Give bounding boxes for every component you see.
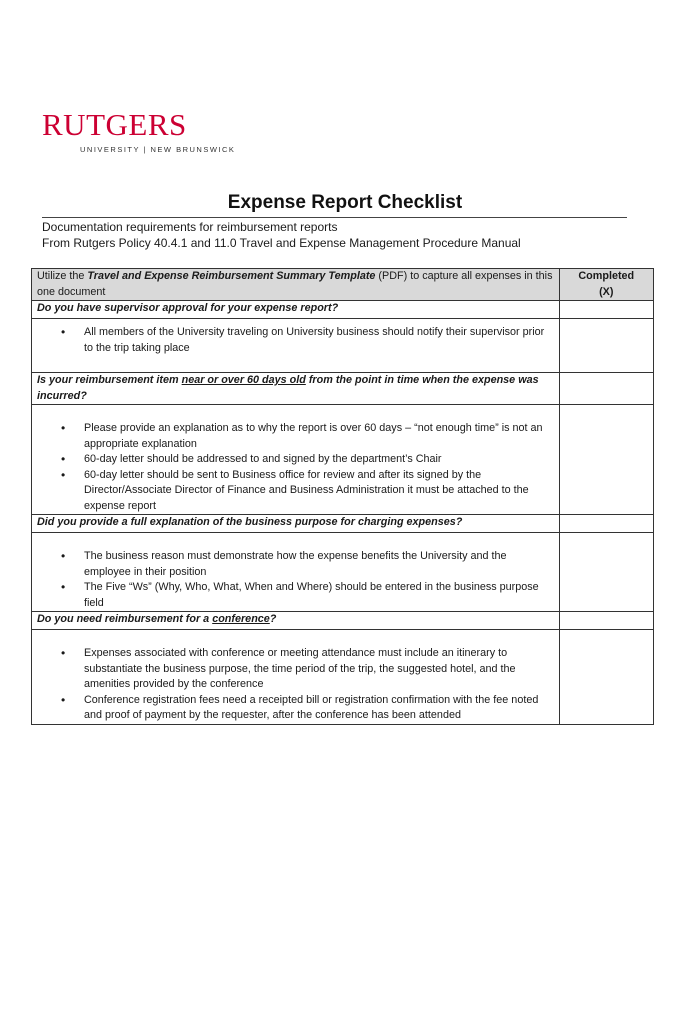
answer-cell [32, 319, 560, 373]
list-item: • The Five “Ws” (Why, Who, What, When and Where) should be entered in the business purpose field [84, 580, 554, 611]
answer-row [32, 405, 654, 515]
list-item: • All members of the University traveling on University business should notify their supervisor prior to the trip taking place [84, 325, 554, 356]
list-item: • The business reason must demonstrate how the expense benefits the University and the employee in their position [84, 549, 554, 580]
list-item: • Please provide an explanation as to why the report is over 60 days – “not enough time” is not an appropriate explanation [84, 421, 554, 452]
header-instructions: Utilize the Travel and Expense Reimbursement Summary Template (PDF) to capture all expenses in this one document [32, 269, 560, 301]
question-row [32, 301, 654, 319]
list-item: • 60-day letter should be addressed to and signed by the department’s Chair [84, 452, 554, 468]
completed-cell[interactable] [559, 373, 653, 405]
list-item: • Expenses associated with conference or meeting attendance must include an itinerary to substantiate the business purpose, the time period of the trip, the suggested hotel, and the amenities provided by the conference [84, 646, 554, 693]
question-60-days: Is your reimbursement item near or over 60 days old from the point in time when the expense was incurred? [32, 373, 560, 405]
completed-cell[interactable] [559, 515, 653, 533]
intro-line-2: From Rutgers Policy 40.4.1 and 11.0 Travel and Expense Management Procedure Manual [42, 236, 521, 250]
answer-row [32, 533, 654, 612]
checklist-table [31, 268, 654, 725]
answer-cell [32, 405, 560, 515]
question-row [32, 515, 654, 533]
completed-cell[interactable] [559, 630, 653, 725]
completed-cell[interactable] [559, 612, 653, 630]
title-divider [42, 217, 627, 218]
answer-cell [32, 630, 560, 725]
answer-cell [32, 533, 560, 612]
rutgers-logo [42, 108, 235, 154]
completed-cell[interactable] [559, 405, 653, 515]
question-supervisor-approval: Do you have supervisor approval for your expense report? [32, 301, 560, 319]
logo-subtitle: UNIVERSITY | NEW BRUNSWICK [80, 145, 236, 154]
completed-cell[interactable] [559, 301, 653, 319]
answer-row [32, 319, 654, 373]
completed-cell[interactable] [559, 319, 653, 373]
page-title: Expense Report Checklist [227, 192, 463, 213]
list-item: • Conference registration fees need a receipted bill or registration confirmation with the fee noted and proof of payment by the requester, after the conference has been attended [84, 693, 554, 724]
question-row [32, 612, 654, 630]
intro-block [42, 219, 521, 251]
completed-column-header: Completed (X) [559, 269, 653, 301]
template-name: Travel and Expense Reimbursement Summary Template [87, 270, 376, 282]
table-header-row [32, 269, 654, 301]
question-row [32, 373, 654, 405]
answer-row [32, 630, 654, 725]
intro-line-1: Documentation requirements for reimbursement reports [42, 220, 338, 234]
question-conference: Do you need reimbursement for a conference? [32, 612, 560, 630]
question-business-purpose: Did you provide a full explanation of the business purpose for charging expenses? [32, 515, 560, 533]
logo-wordmark: RUTGERS [42, 107, 187, 142]
list-item: • 60-day letter should be sent to Business office for review and after its signed by the Director/Associate Director of Finance and Business Administration it must be attached to the expense report [84, 468, 554, 515]
completed-cell[interactable] [559, 533, 653, 612]
